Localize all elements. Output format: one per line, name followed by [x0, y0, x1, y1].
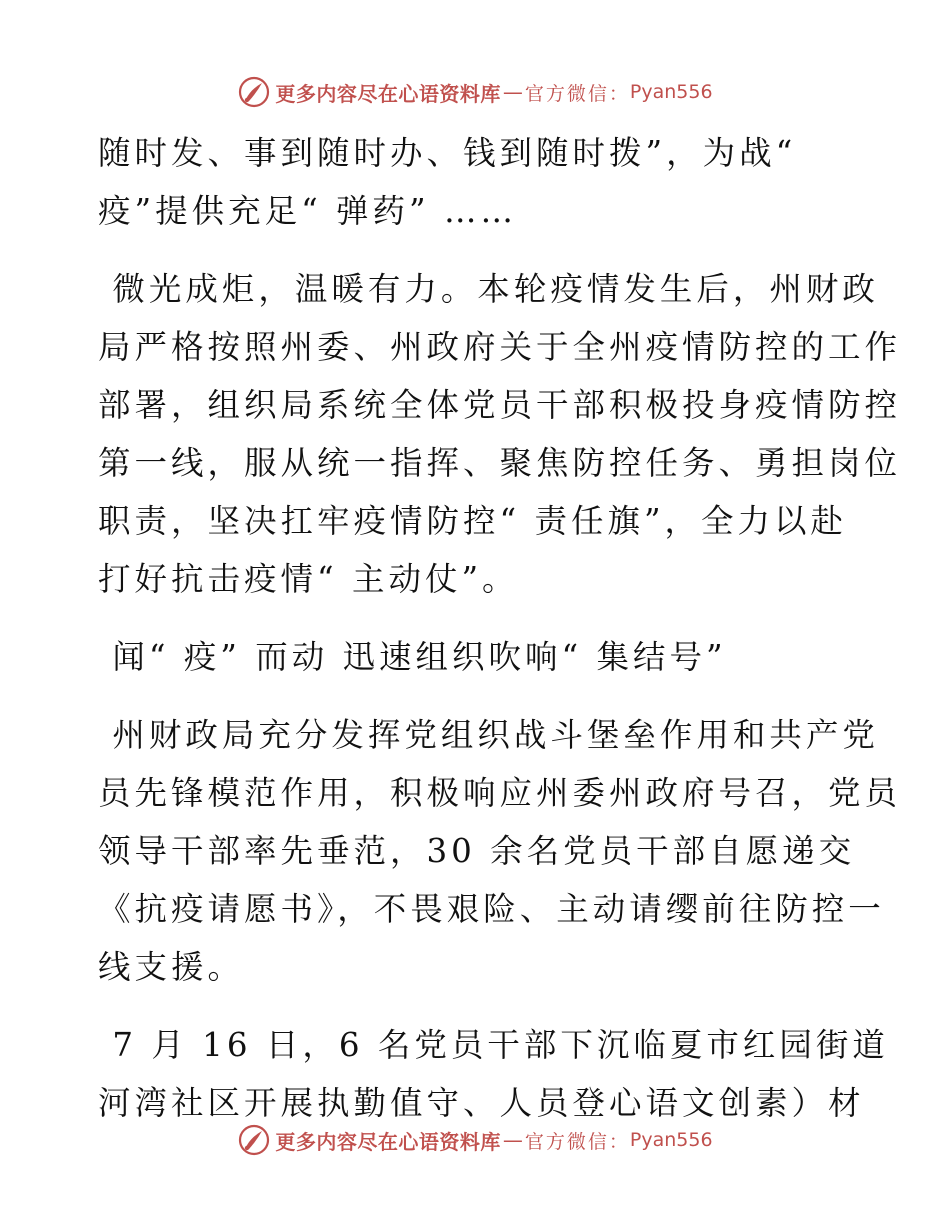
section-heading: 闻“ 疫” 而动 迅速组织吹响“ 集结号”: [98, 638, 727, 676]
footer-banner: [0, 1120, 950, 1160]
brush-logo-icon: [237, 75, 271, 109]
banner-official-label: 官方微信：: [524, 1130, 630, 1153]
banner-wechat-id: Pyan556: [629, 1129, 713, 1151]
banner-wechat-id: Pyan556: [629, 81, 713, 103]
text-line: 随时发、事到随时办、钱到随时拨”，为战“: [98, 134, 797, 172]
text-line: 7 月 16 日，6 名党员干部下沉临夏市红园街道: [98, 1026, 889, 1064]
text-line: 《抗疫请愿书》，不畏艰险、主动请缨前往防控一: [98, 890, 885, 928]
text-line: 疫”提供充足“ 弹药” ……: [98, 192, 518, 230]
text-line: 州财政局充分发挥党组织战斗堡垒作用和共产党: [98, 716, 879, 754]
text-line: 打好抗击疫情“ 主动仗”。: [98, 560, 519, 598]
text-line: 第一线，服从统一指挥、聚焦防控任务、勇担岗位: [98, 444, 902, 482]
header-banner: [0, 72, 950, 112]
brush-logo-icon: [237, 1123, 271, 1157]
text-line: 河湾社区开展执勤值守、人员登心语文创素）材: [98, 1084, 865, 1122]
paragraph-3: [98, 706, 902, 996]
text-line: 职责，坚决扛牢疫情防控“ 责任旗”，全力以赴: [98, 502, 848, 540]
paragraph-1: [98, 124, 868, 240]
banner-title: 更多内容尽在心语资料库: [275, 1129, 501, 1154]
text-line: 员先锋模范作用，积极响应州委州政府号召，党员: [98, 774, 902, 812]
text-line: 领导干部率先垂范，30 余名党员干部自愿递交: [98, 832, 856, 870]
text-line: 微光成炬，温暖有力。本轮疫情发生后，州财政: [98, 270, 879, 308]
banner-title: 更多内容尽在心语资料库: [275, 81, 501, 106]
text-line: 部署，组织局系统全体党员干部积极投身疫情防控: [98, 386, 902, 424]
banner-dash: —: [502, 80, 523, 104]
paragraph-4: [98, 1016, 889, 1132]
document-body: [98, 124, 902, 1132]
banner-dash: —: [502, 1128, 523, 1152]
text-line: 局严格按照州委、州政府关于全州疫情防控的工作: [98, 328, 902, 366]
banner-official-label: 官方微信：: [524, 82, 630, 105]
paragraph-2: [98, 260, 902, 608]
text-line: 线支援。: [98, 948, 245, 986]
